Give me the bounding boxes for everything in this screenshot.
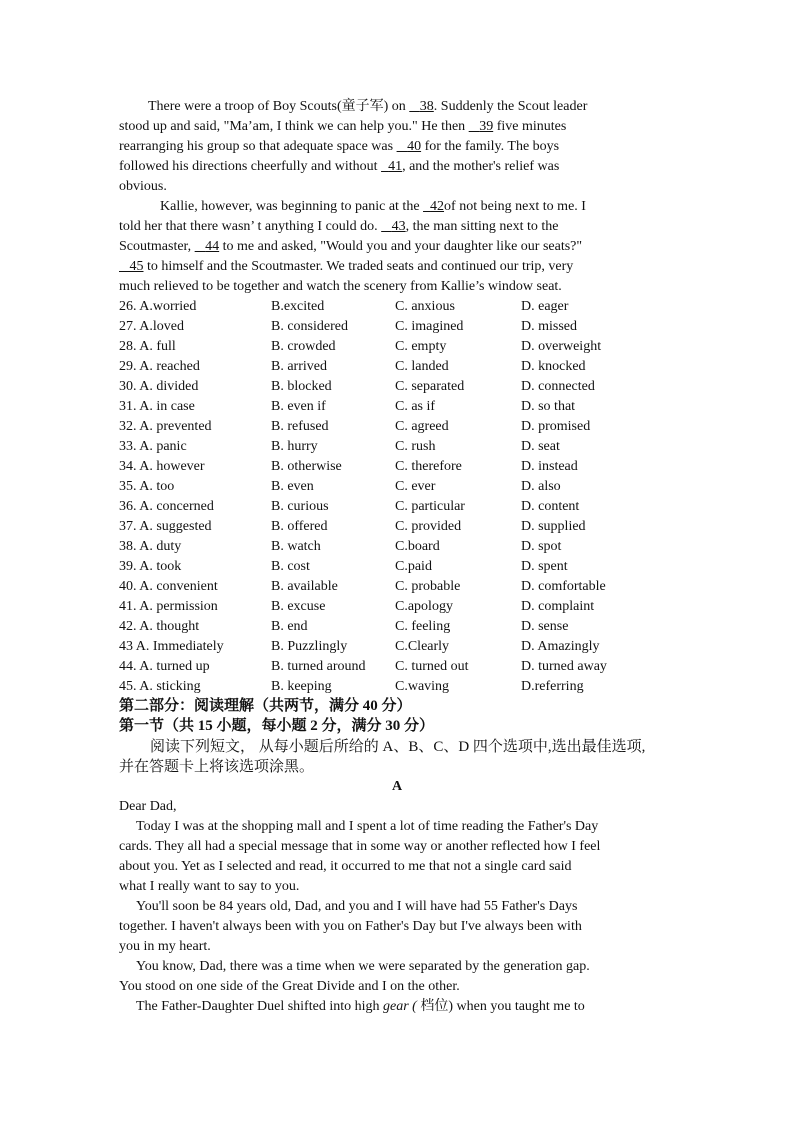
passage-line: You know, Dad, there was a time when we were separated by the generation gap. (136, 959, 590, 974)
passage-line: about you. Yet as I selected and read, it occurred to me that not a single card said (119, 859, 572, 874)
passage-line: Today I was at the shopping mall and I spent a lot of time reading the Father's Day (136, 819, 599, 834)
cloze-line: obvious. (119, 179, 167, 194)
passage-line: what I really want to say to you. (119, 879, 300, 894)
passage-label: A (391, 779, 403, 794)
blank-41: 41 (388, 159, 403, 174)
blank-39: 39 (479, 119, 494, 134)
cloze-line: Kallie, however, was beginning to panic at the 42of not being next to me. I (160, 199, 586, 214)
passage-line: The Father-Daughter Duel shifted into high gear ( 档位) when you taught me to (136, 999, 585, 1014)
blank-42: 42 (430, 199, 445, 214)
blank-43: 43 (391, 219, 406, 234)
passage-line: together. I haven't always been with you on Father's Day but I've always been with (119, 919, 582, 934)
blank-45: 45 (129, 259, 144, 274)
instruction-line-2: 并在答题卡上将该选项涂黑。 (119, 759, 315, 775)
passage-line: you in my heart. (119, 939, 211, 954)
cloze-line: followed his directions cheerfully and without 41, and the mother's relief was (119, 159, 560, 174)
cloze-line: Scoutmaster, 44 to me and asked, "Would you and your daughter like our seats?" (119, 239, 583, 254)
exam-page: There were a troop of Boy Scouts(童子军) on 38. Suddenly the Scout leader stood up and said, "Ma’am, I think we can help you." He then 39 five minutes rearranging his group so that adequate space was 40 for the family. The boys followed his directions cheerfully and without 41, and the mother's relief was obvious. Kallie, however, was beginning to panic at the 42of not being next to me. I told her that there wasn’ t anything I could do. 43, the man sitting next to the Scoutmaster, 44 to me and asked, "Would you and your daughter like our seats?" 45 to himself and the Scoutmaster. We traded seats and continued our trip, very much relieved to be together and watch the scenery from Kallie’s window seat. 26. A.worried B.excited C. anxious D. eager 27. A.loved B. considered C. imagined D. missed 28. A. full B. crowded C. empty D. overweight 29. A. reached B. arrived C. landed D. knocked 30. A. divided B. blocked C. separated D. connected 31. A. in case B. even if C. as if D. so that 32. A. prevented B. refused C. agreed D. promised 33. A. panic B. hurry C. rush D. seat 34. A. however B. otherwise C. therefore D. instead 35. A. too B. even C. ever D. also 36. A. concerned B. curious C. particular D. content 37. A. suggested B. offered C. provided D. supplied 38. A. duty B. watch C.board D. spot 39. A. took B. cost C.paid D. spent 40. A. convenient B. available C. probable D. comfortable 41. A. permission B. excuse C.apology D. complaint 42. A. thought B. end C. feeling D. sense 43 A. Immediately B. Puzzlingly C.Clearly D. Amazingly 44. A. turned up B. turned around C. turned out D. turned away 45. A. sticking B. keeping C.waving D.referring 第二部分：阅读理解（共两节，满分 40 分） 第一节（共 15 小题，每小题 2 分，满分 30 分） 阅读下列短文， 从每小题后所给的 A、B、C、D 四个选项中,选出最佳选项, 并在答题卡上将该选项涂黑。 A Dear Dad, Today I was at the shopping mall and I spent a lot of time reading the Father's Day cards. They all had a special message that in some way or another reflected how I feel about you. Yet as I selected and read, it occurred to me that not a single card said what I really want to say to you. You'll soon be 84 years old, Dad, and you and I will have had 55 Father's Days together. I haven't always been with you on Father's Day but I've always been with you in my heart. You know, Dad, there was a time when we were separated by the generation gap. You stood on one side of the Great Divide and I on the other. The Father-Daughter Duel shifted into high gear ( 档位) when you taught me to (0, 0, 794, 1123)
blank-38: 38 (419, 99, 434, 114)
section1-title: 第一节（共 15 小题，每小题 2 分，满分 30 分） (119, 718, 435, 734)
salutation: Dear Dad, (119, 799, 177, 814)
cloze-line: 45 to himself and the Scoutmaster. We traded seats and continued our trip, very (119, 257, 573, 277)
part2-title: 第二部分：阅读理解（共两节，满分 40 分） (119, 698, 412, 714)
cloze-line: rearranging his group so that adequate space was 40 for the family. The boys (119, 139, 560, 154)
passage-line: cards. They all had a special message that in some way or another reflected how I feel (119, 839, 601, 854)
passage-line: You'll soon be 84 years old, Dad, and you and I will have had 55 Father's Days (136, 899, 578, 914)
instruction-line-1: 阅读下列短文， 从每小题后所给的 A、B、C、D 四个选项中,选出最佳选项, (150, 739, 646, 755)
blank-40: 40 (407, 139, 422, 154)
cloze-line: stood up and said, "Ma’am, I think we can help you." He then 39 five minutes (119, 119, 567, 134)
cloze-line: There were a troop of Boy Scouts(童子军) on 38. Suddenly the Scout leader (148, 99, 588, 114)
passage-line: You stood on one side of the Great Divide and I on the other. (119, 979, 460, 994)
cloze-line: told her that there wasn’ t anything I could do. 43, the man sitting next to the (119, 219, 559, 234)
blank-44: 44 (205, 239, 220, 254)
cloze-line: much relieved to be together and watch the scenery from Kallie’s window seat. (119, 279, 562, 294)
